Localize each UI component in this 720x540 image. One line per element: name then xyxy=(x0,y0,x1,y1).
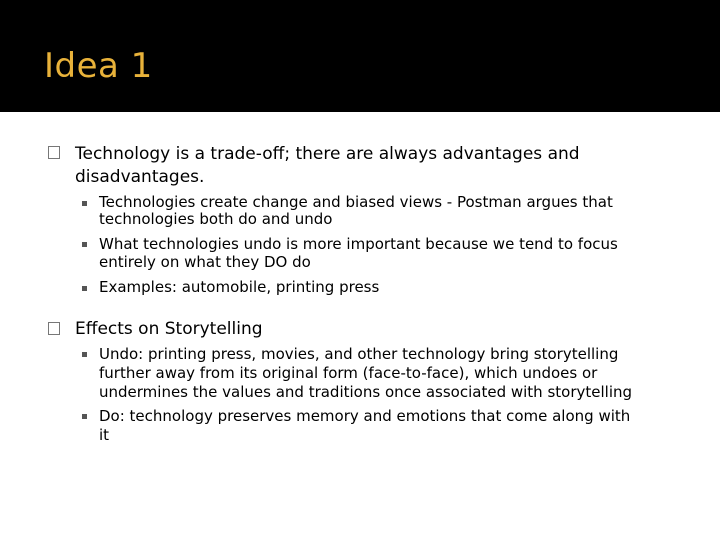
sub-bullet-text-continuation: entirely on what they DO do xyxy=(99,253,311,271)
bullet-text: Technology is a trade-off; there are always advantages and xyxy=(75,144,580,164)
sub-bullet-icon xyxy=(82,242,87,247)
sub-bullet-icon xyxy=(82,414,87,419)
sub-bullet-text-continuation: further away from its original form (face-to-face), which undoes or xyxy=(99,364,598,382)
sub-bullet-text: Technologies create change and biased views - Postman argues that xyxy=(99,193,613,211)
sub-bullet-text-continuation: it xyxy=(99,426,110,444)
bullet-square-icon xyxy=(48,322,60,335)
sub-bullet-icon xyxy=(82,201,87,206)
sub-bullet-text: What technologies undo is more important because we tend to focus xyxy=(99,235,618,253)
sub-bullet-text-continuation: technologies both do and undo xyxy=(99,210,333,228)
bullet-text-continuation: disadvantages. xyxy=(75,167,205,187)
sub-bullet-icon xyxy=(82,286,87,291)
sub-bullet-text: Examples: automobile, printing press xyxy=(99,278,380,296)
bullet-text: Effects on Storytelling xyxy=(75,319,263,339)
bullet-square-icon xyxy=(48,146,60,159)
sub-bullet-text-continuation: undermines the values and traditions once associated with storytelling xyxy=(99,383,633,401)
slide-title: Idea 1 xyxy=(44,46,153,86)
sub-bullet-text: Undo: printing press, movies, and other technology bring storytelling xyxy=(99,345,619,363)
sub-bullet-text: Do: technology preserves memory and emotions that come along with xyxy=(99,407,631,425)
sub-bullet-icon xyxy=(82,352,87,357)
